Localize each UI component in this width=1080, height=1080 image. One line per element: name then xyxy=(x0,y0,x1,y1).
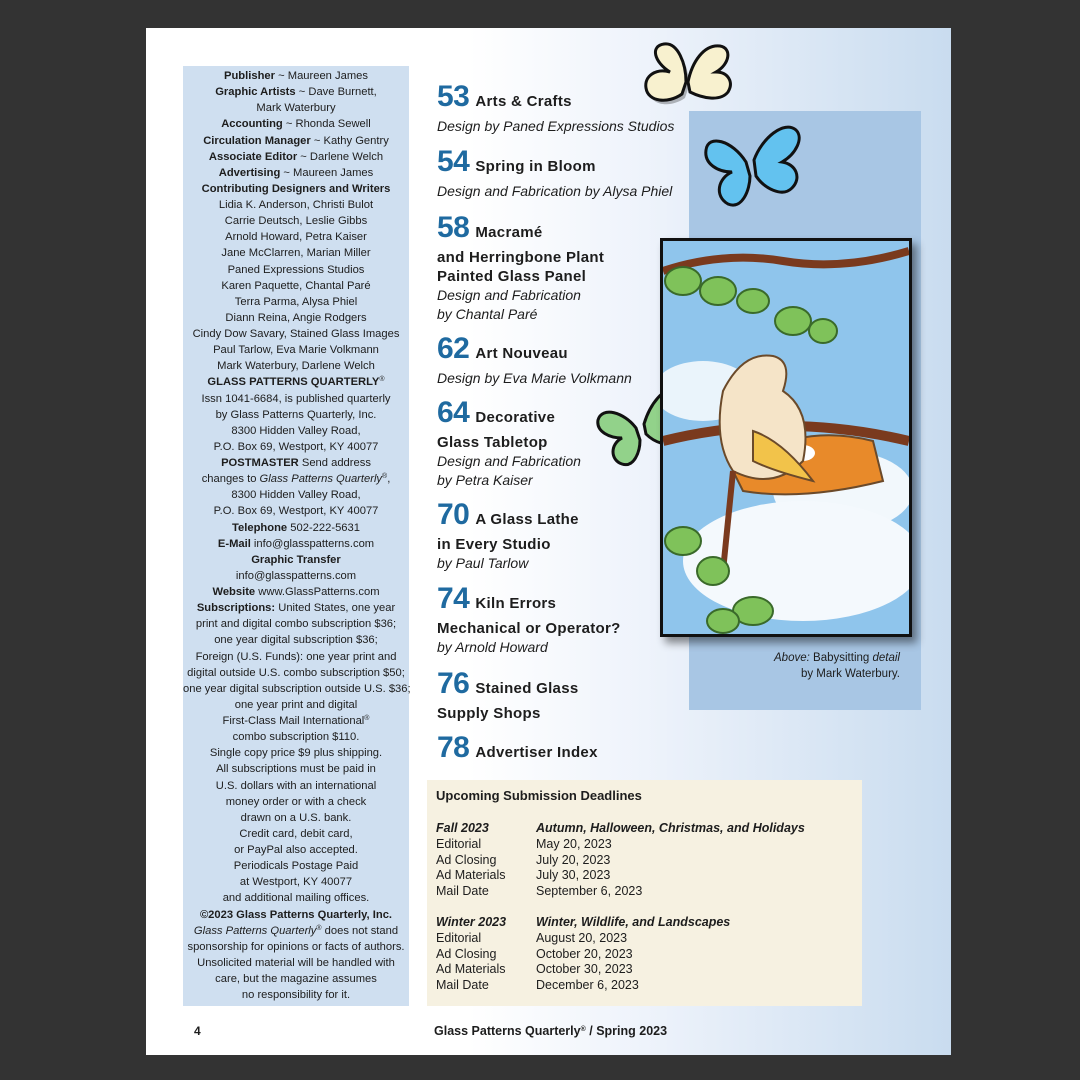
toc-title-continued: Supply Shops xyxy=(437,705,541,722)
deadline-date: October 30, 2023 xyxy=(536,962,633,977)
masthead-line xyxy=(183,407,409,423)
masthead-text: 8300 Hidden Valley Road, xyxy=(231,424,361,437)
masthead-line xyxy=(183,858,409,874)
toc-title: Stained Glass xyxy=(475,680,579,697)
toc-page-number: 78 xyxy=(437,731,470,764)
masthead-line xyxy=(183,278,409,294)
masthead-text: one year digital subscription outside U.S. $36; xyxy=(183,682,411,695)
masthead-line xyxy=(183,439,409,455)
deadline-season-row xyxy=(436,915,730,931)
toc-title: Advertiser Index xyxy=(475,744,598,761)
masthead-line xyxy=(183,681,409,697)
masthead-label: Advertising xyxy=(218,166,281,179)
blue-butterfly-icon xyxy=(698,116,804,216)
masthead-line xyxy=(183,374,409,390)
toc-title: Art Nouveau xyxy=(475,345,568,362)
toc-title-continued: in Every Studio xyxy=(437,536,551,553)
deadline-label: Ad Closing xyxy=(436,852,497,867)
masthead-label: Circulation Manager xyxy=(203,134,311,147)
deadline-row xyxy=(436,837,805,853)
deadline-season: Winter 2023 xyxy=(436,915,507,929)
masthead-line xyxy=(183,568,409,584)
masthead-line xyxy=(183,358,409,374)
masthead-text: U.S. dollars with an international xyxy=(215,779,377,792)
masthead-text: Arnold Howard, Petra Kaiser xyxy=(225,231,367,244)
masthead-text: one year print and digital xyxy=(234,698,358,711)
deadline-date: August 20, 2023 xyxy=(536,930,628,945)
deadline-date: September 6, 2023 xyxy=(536,884,643,899)
deadline-row xyxy=(436,884,805,900)
masthead-label: ©2023 Glass Patterns Quarterly, Inc. xyxy=(199,908,393,921)
masthead-text: Single copy price $9 plus shipping. xyxy=(209,747,383,760)
masthead-label: Telephone xyxy=(232,521,288,534)
toc-title: Macramé xyxy=(475,224,543,241)
deadline-date: July 30, 2023 xyxy=(536,868,611,883)
masthead-text: www.GlassPatterns.com xyxy=(255,586,380,598)
footer-magazine: Glass Patterns Quarterly xyxy=(434,1024,581,1038)
masthead-line xyxy=(183,713,409,729)
toc-credit: Design by Eva Marie Volkmann xyxy=(437,370,632,386)
caption-label: Above: xyxy=(774,652,810,664)
deadline-row xyxy=(436,978,730,994)
masthead-line xyxy=(183,552,409,568)
masthead-label: POSTMASTER xyxy=(221,457,299,469)
masthead-line xyxy=(183,826,409,842)
masthead-text: or PayPal also accepted. xyxy=(234,844,358,856)
masthead-text: Periodicals Postage Paid xyxy=(233,860,359,873)
masthead-text: Credit card, debit card, xyxy=(239,827,353,840)
masthead-text: drawn on a U.S. bank. xyxy=(240,811,352,824)
masthead-line xyxy=(183,761,409,777)
deadline-label: Editorial xyxy=(436,836,482,851)
masthead-line xyxy=(183,471,409,487)
masthead-text: First-Class Mail International xyxy=(222,715,365,727)
masthead-line xyxy=(183,923,409,939)
masthead-line xyxy=(183,939,409,955)
deadline-theme: Autumn, Halloween, Christmas, and Holidays xyxy=(536,821,805,835)
masthead-italic: Glass Patterns Quarterly xyxy=(259,473,383,486)
masthead-line xyxy=(183,745,409,761)
toc-title: A Glass Lathe xyxy=(475,511,579,528)
masthead-text: ~ Darlene Welch xyxy=(297,150,384,163)
masthead-text: and additional mailing offices. xyxy=(222,892,370,905)
footer-issue xyxy=(434,1024,667,1038)
masthead-text: Mark Waterbury, Darlene Welch xyxy=(217,360,375,373)
toc-page-number: 62 xyxy=(437,332,470,365)
masthead-label: Graphic Transfer xyxy=(251,553,341,566)
toc-title: Spring in Bloom xyxy=(475,158,596,175)
masthead-line xyxy=(183,310,409,326)
toc-title: Kiln Errors xyxy=(475,595,557,612)
footer-issue-date: / Spring 2023 xyxy=(585,1024,668,1038)
masthead-line xyxy=(183,165,409,181)
masthead-italic: Glass Patterns Quarterly xyxy=(193,924,317,937)
masthead-text: P.O. Box 69, Westport, KY 40077 xyxy=(213,505,379,518)
toc-page-number: 54 xyxy=(437,145,470,178)
toc-entry xyxy=(437,500,579,573)
submission-deadlines-box xyxy=(427,780,862,1006)
deadline-label: Ad Materials xyxy=(436,868,506,883)
toc-entry-heading xyxy=(437,213,604,248)
deadline-section-fall xyxy=(436,821,805,900)
deadline-row xyxy=(436,962,730,978)
masthead-text: Terra Parma, Alysa Phiel xyxy=(234,295,358,308)
masthead-line xyxy=(183,68,409,84)
masthead-text: ~ Rhonda Sewell xyxy=(282,118,371,131)
masthead-line xyxy=(183,100,409,116)
caption-byline: by Mark Waterbury. xyxy=(800,668,900,680)
masthead-text: money order or with a check xyxy=(225,795,367,808)
toc-title-continued: Painted Glass Panel xyxy=(437,268,587,285)
masthead-line xyxy=(183,181,409,197)
masthead-line xyxy=(183,729,409,745)
toc-entry-heading xyxy=(437,584,621,619)
page-number: 4 xyxy=(194,1024,201,1038)
toc-entry-heading xyxy=(437,334,632,369)
masthead-text: care, but the magazine assumes xyxy=(215,973,377,985)
toc-entry xyxy=(437,147,672,201)
masthead-text: , xyxy=(387,473,391,486)
masthead-line xyxy=(183,229,409,245)
masthead-line xyxy=(183,616,409,632)
masthead-line xyxy=(183,213,409,229)
deadline-theme: Winter, Wildlife, and Landscapes xyxy=(536,915,731,929)
masthead-text: P.O. Box 69, Westport, KY 40077 xyxy=(213,440,379,453)
masthead-line xyxy=(183,632,409,648)
toc-page-number: 53 xyxy=(437,80,470,113)
deadline-row xyxy=(436,853,805,869)
deadline-label: Ad Closing xyxy=(436,946,497,961)
masthead-text: Send address xyxy=(298,457,371,469)
toc-credit: by Paul Tarlow xyxy=(437,555,529,571)
toc-page-number: 74 xyxy=(437,582,470,615)
deadlines-heading: Upcoming Submission Deadlines xyxy=(436,788,642,803)
masthead-line xyxy=(183,84,409,100)
toc-entry xyxy=(437,213,604,324)
masthead-line xyxy=(183,326,409,342)
masthead-line xyxy=(183,874,409,890)
image-caption xyxy=(706,650,900,682)
masthead-label: E-Mail xyxy=(217,537,251,550)
masthead-text: Paned Expressions Studios xyxy=(227,263,365,276)
toc-entry xyxy=(437,82,674,136)
masthead-line xyxy=(183,697,409,713)
toc-credit: Design and Fabrication by Alysa Phiel xyxy=(437,183,673,199)
masthead-line xyxy=(183,810,409,826)
masthead-line xyxy=(183,342,409,358)
masthead-line xyxy=(183,520,409,536)
masthead-text: Carrie Deutsch, Leslie Gibbs xyxy=(224,215,368,228)
masthead-line xyxy=(183,262,409,278)
masthead-text: one year digital subscription $36; xyxy=(214,634,378,647)
masthead-text: Foreign (U.S. Funds): one year print and xyxy=(195,650,397,663)
toc-title-continued: Mechanical or Operator? xyxy=(437,620,621,637)
caption-title: Babysitting xyxy=(813,652,870,664)
masthead-text: 502-222-5631 xyxy=(287,521,360,534)
toc-page-number: 64 xyxy=(437,396,470,429)
masthead-line xyxy=(183,503,409,519)
masthead-text: ~ Dave Burnett, xyxy=(295,86,377,99)
toc-credit: by Chantal Paré xyxy=(437,306,538,322)
caption-detail: detail xyxy=(872,652,900,664)
masthead-text: ~ Kathy Gentry xyxy=(310,134,389,147)
masthead-line xyxy=(183,116,409,132)
toc-entry xyxy=(437,334,632,388)
registered-mark: ® xyxy=(379,376,385,384)
masthead-text: Issn 1041-6684, is published quarterly xyxy=(201,392,391,405)
deadline-label: Mail Date xyxy=(436,978,489,993)
masthead-text: no responsibility for it. xyxy=(241,989,351,1002)
toc-title-continued: Glass Tabletop xyxy=(437,434,548,451)
toc-page-number: 70 xyxy=(437,498,470,531)
registered-mark: ® xyxy=(316,924,322,932)
masthead-label: GLASS PATTERNS QUARTERLY xyxy=(207,376,380,389)
masthead-text: All subscriptions must be paid in xyxy=(216,763,376,776)
masthead-text: Cindy Dow Savary, Stained Glass Images xyxy=(192,328,400,340)
masthead-line xyxy=(183,600,409,616)
deadline-date: December 6, 2023 xyxy=(536,978,639,993)
toc-credit: Design and Fabrication xyxy=(437,453,581,469)
masthead-line xyxy=(183,423,409,439)
stained-glass-artwork xyxy=(660,238,912,637)
masthead-line xyxy=(183,794,409,810)
toc-title: Decorative xyxy=(475,409,556,426)
masthead-text: ~ Maureen James xyxy=(275,70,368,82)
masthead-line xyxy=(183,842,409,858)
masthead-text: Diann Reina, Angie Rodgers xyxy=(225,311,367,324)
masthead-label: Subscriptions: xyxy=(196,602,276,615)
toc-entry xyxy=(437,584,621,657)
masthead-line xyxy=(183,987,409,1003)
toc-entry xyxy=(437,669,578,723)
toc-entry-heading xyxy=(437,733,598,768)
masthead-line xyxy=(183,294,409,310)
deadline-row xyxy=(436,868,805,884)
masthead-text: Jane McClarren, Marian Miller xyxy=(221,247,371,260)
deadline-section-winter xyxy=(436,915,730,994)
footer-reg-mark: ® xyxy=(580,1026,586,1033)
masthead-text: digital outside U.S. combo subscription $50; xyxy=(187,666,405,679)
masthead-line xyxy=(183,455,409,471)
masthead-line xyxy=(183,665,409,681)
masthead-text: by Glass Patterns Quarterly, Inc. xyxy=(215,408,377,421)
toc-entry-heading xyxy=(437,500,579,535)
toc-entry-heading xyxy=(437,82,674,117)
masthead-line xyxy=(183,245,409,261)
masthead-line xyxy=(183,907,409,923)
toc-entry xyxy=(437,398,581,490)
deadline-date: May 20, 2023 xyxy=(536,836,612,851)
masthead-line xyxy=(183,536,409,552)
deadline-row xyxy=(436,947,730,963)
masthead-label: Accounting xyxy=(221,118,283,131)
masthead-text: does not stand xyxy=(321,924,399,937)
masthead-text: ~ Maureen James xyxy=(280,166,374,179)
toc-title: Arts & Crafts xyxy=(475,93,572,110)
masthead-text: 8300 Hidden Valley Road, xyxy=(231,489,361,502)
masthead-line xyxy=(183,955,409,971)
registered-mark: ® xyxy=(382,473,388,481)
masthead-staff-list xyxy=(183,66,409,1006)
toc-entry xyxy=(437,733,598,768)
masthead-line xyxy=(183,584,409,600)
registered-mark: ® xyxy=(364,715,370,722)
masthead-text: Mark Waterbury xyxy=(256,102,336,115)
deadline-label: Ad Materials xyxy=(436,962,506,977)
masthead-text: combo subscription $110. xyxy=(232,731,360,744)
toc-credit: by Petra Kaiser xyxy=(437,472,533,488)
masthead-text: Lidia K. Anderson, Christi Bulot xyxy=(218,199,374,211)
deadline-date: July 20, 2023 xyxy=(536,852,611,867)
deadline-label: Mail Date xyxy=(436,884,489,899)
masthead-label: Website xyxy=(212,586,256,598)
masthead-text: print and digital combo subscription $36; xyxy=(195,618,397,631)
magazine-page xyxy=(146,28,951,1055)
masthead-line xyxy=(183,649,409,665)
masthead-label: Graphic Artists xyxy=(215,86,296,99)
toc-page-number: 76 xyxy=(437,667,470,700)
masthead-line xyxy=(183,149,409,165)
deadline-date: October 20, 2023 xyxy=(536,946,633,961)
toc-entry-heading xyxy=(437,398,581,433)
masthead-text: Paul Tarlow, Eva Marie Volkmann xyxy=(213,344,379,357)
masthead-line xyxy=(183,971,409,987)
deadline-row xyxy=(436,931,730,947)
deadline-label: Editorial xyxy=(436,930,482,945)
masthead-text: Karen Paquette, Chantal Paré xyxy=(221,279,371,292)
toc-credit: Design by Paned Expressions Studios xyxy=(437,118,675,134)
masthead-label: Contributing Designers and Writers xyxy=(201,182,391,195)
masthead-text: Unsolicited material will be handled with xyxy=(197,956,395,969)
toc-credit: Design and Fabrication xyxy=(437,287,581,303)
toc-entry-heading xyxy=(437,147,672,182)
masthead-line xyxy=(183,487,409,503)
masthead-line xyxy=(183,778,409,794)
masthead-line xyxy=(183,197,409,213)
toc-page-number: 58 xyxy=(437,211,470,244)
masthead-label: Publisher xyxy=(224,70,275,82)
toc-credit: by Arnold Howard xyxy=(437,639,548,655)
masthead-label: Associate Editor xyxy=(208,150,298,163)
masthead-line xyxy=(183,133,409,149)
toc-entry-heading xyxy=(437,669,578,704)
toc-title-continued: and Herringbone Plant xyxy=(437,249,605,266)
masthead-text: info@glasspatterns.com xyxy=(250,537,375,550)
masthead-text: United States, one year xyxy=(275,602,396,615)
masthead-line xyxy=(183,391,409,407)
masthead-text: info@glasspatterns.com xyxy=(235,569,357,582)
deadline-season-row xyxy=(436,821,805,837)
masthead-text: at Westport, KY 40077 xyxy=(239,876,353,889)
masthead-line xyxy=(183,890,409,906)
deadline-season: Fall 2023 xyxy=(436,821,489,835)
masthead-text: changes to xyxy=(201,473,260,486)
masthead-text: sponsorship for opinions or facts of authors. xyxy=(187,940,405,953)
